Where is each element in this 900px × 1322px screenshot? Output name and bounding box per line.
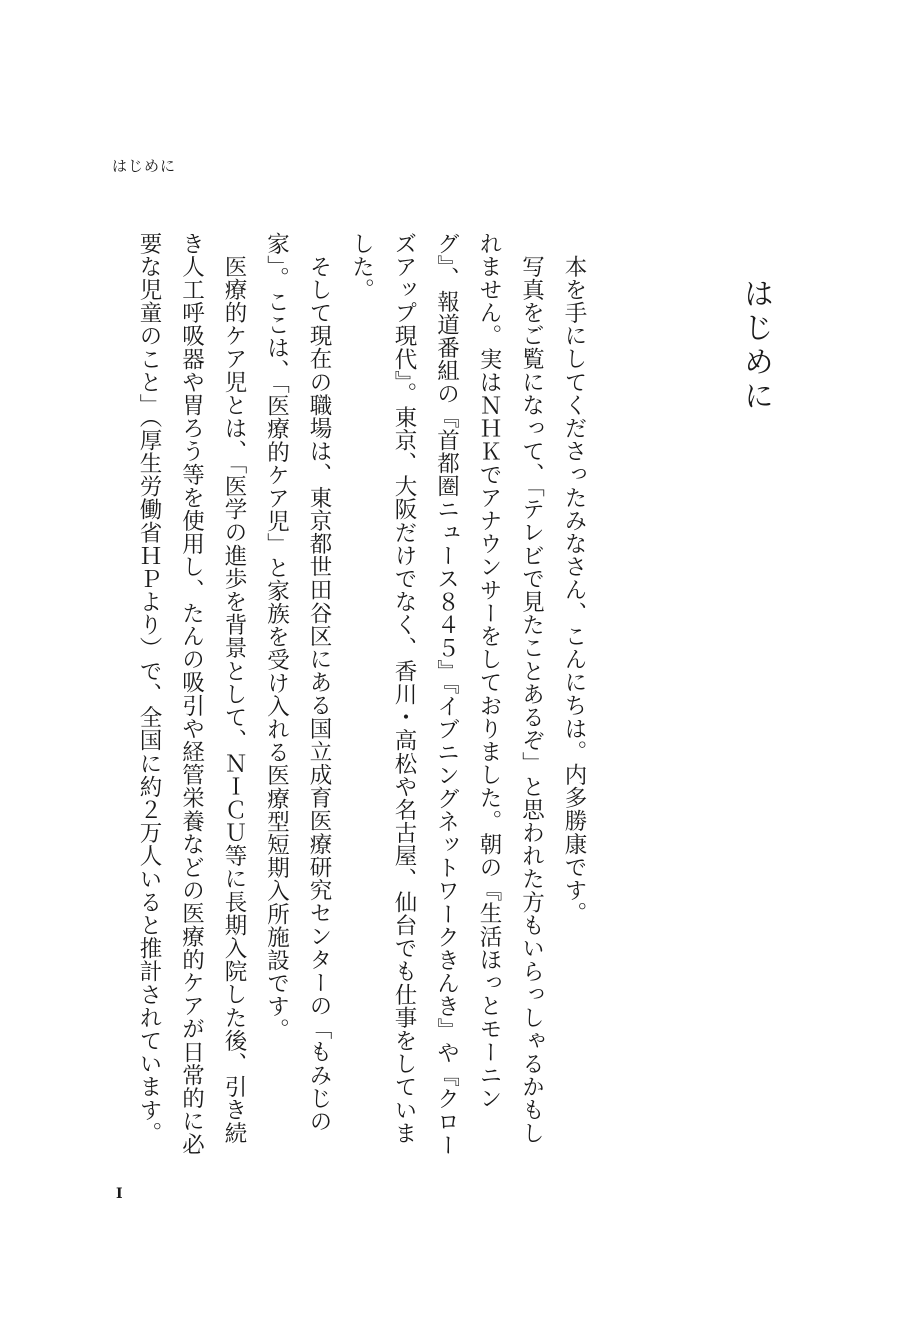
paragraph-career: 写真をご覧になって、「テレビで見たことあるぞ」と思われた方もいらっしゃるかもしれません。実はＮＨＫでアナウンサーをしておりました。朝の『生活ほっとモーニング』、報道番組の『首都圏ニュース８４５』『イブニングネットワークきんき』や『クローズアップ現代』。東京、大阪だけでなく、香川・高松や名古屋、仙台でも仕事をしていました。 xyxy=(348,232,545,1157)
running-head: はじめに xyxy=(112,157,177,175)
page-number: I xyxy=(116,1186,123,1202)
paragraph-greeting: 本を手にしてくださったみなさん、こんにちは。内多勝康です。 xyxy=(561,254,587,925)
paragraph-definition: 医療的ケア児とは、「医学の進歩を背景として、ＮＩＣＵ等に長期入院した後、引き続き人工呼吸器や胃ろう等を使用し、たんの吸引や経管栄養などの医療的ケアが日常的に必要な児童のこと」（厚生労働省ＨＰより）で、全国に約２万人いると推計されています。 xyxy=(136,232,247,1156)
chapter-title: はじめに xyxy=(738,278,773,414)
body-text xyxy=(75,232,595,1157)
paragraph-current-workplace: そして現在の職場は、東京都世田谷区にある国立成育医療研究センターの「もみじの家」。ここは、「医療的ケア児」と家族を受け入れる医療型短期入所施設です。 xyxy=(263,232,332,1133)
